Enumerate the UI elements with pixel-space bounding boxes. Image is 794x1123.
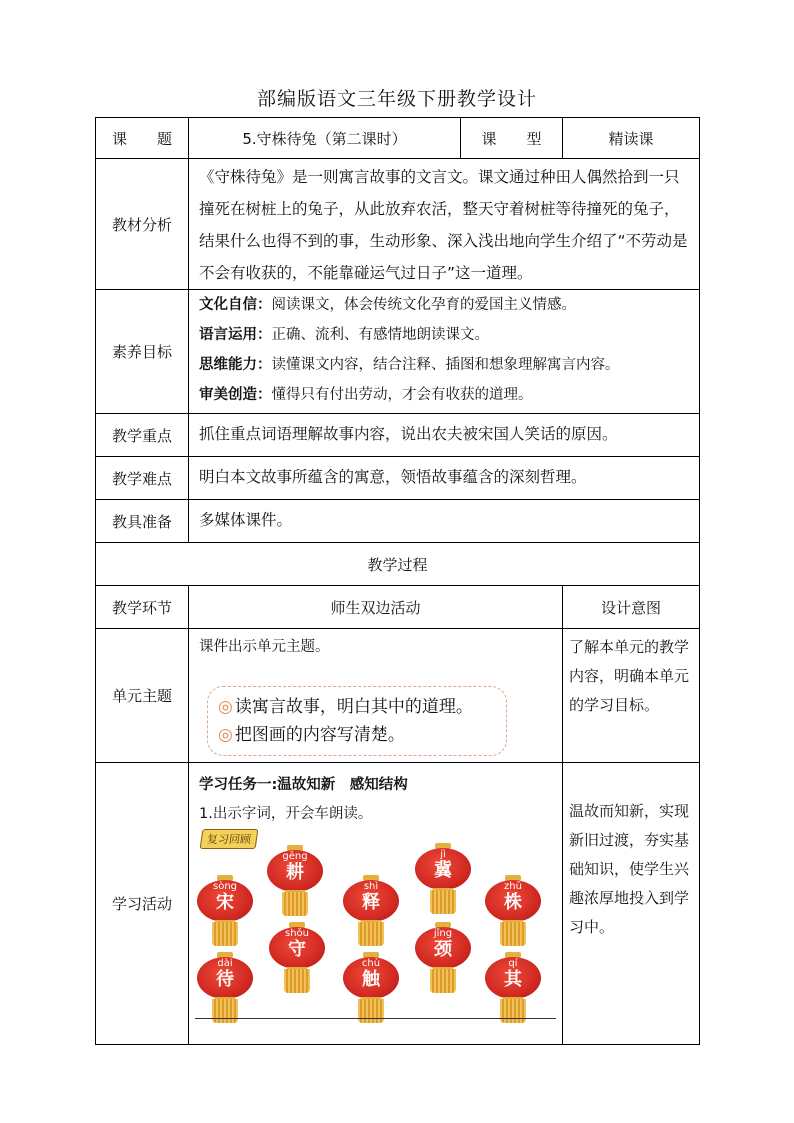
process-title: 教学过程 [96, 543, 700, 586]
stage-header: 教学环节 [96, 586, 189, 629]
lesson-plan-table [95, 117, 700, 1045]
lantern [341, 875, 401, 947]
key-points-text: 抓住重点词语理解故事内容，说出农夫被宋国人笑话的原因。 [189, 414, 700, 457]
lantern-pinyin: jì [440, 849, 446, 860]
lantern-pinyin: shì [363, 881, 379, 892]
lantern-pinyin: dài [217, 958, 233, 969]
lantern-pinyin: sòng [212, 881, 237, 892]
figure-baseline [195, 1018, 556, 1019]
textbook-analysis-label: 教材分析 [96, 159, 189, 290]
lantern [195, 875, 255, 947]
goal-item: 语言运用：正确、流利、有感情地朗读课文。 [199, 327, 489, 343]
lantern-char: 宋 [216, 892, 234, 913]
theme-line: ◎ 把图画的内容写清楚。 [218, 725, 405, 745]
lantern-vocabulary-figure [195, 827, 556, 1021]
unit-theme-intent: 了解本单元的教学内容，明确本单元的学习目标。 [563, 629, 700, 763]
difficult-points-label: 教学难点 [96, 457, 189, 500]
unit-theme-label: 单元主题 [96, 629, 189, 763]
lantern [413, 922, 473, 994]
intent-header: 设计意图 [563, 586, 700, 629]
lantern-pinyin: chù [361, 958, 381, 969]
difficult-points-text: 明白本文故事所蕴含的寓意，领悟故事蕴含的深刻哲理。 [189, 457, 700, 500]
lantern-char: 释 [362, 892, 380, 913]
lantern [267, 922, 327, 994]
circle-bullet-icon: ◎ [218, 725, 233, 745]
topic-label: 课 题 [96, 118, 189, 159]
theme-line: ◎ 读寓言故事，明白其中的道理。 [218, 697, 473, 717]
goal-item: 文化自信：阅读课文，体会传统文化孕育的爱国主义情感。 [199, 297, 576, 313]
unit-theme-content: 课件出示单元主题。 ◎ 读寓言故事，明白其中的道理。 ◎ 把图画的内容写清楚。 [189, 629, 563, 763]
review-badge: 复习回顾 [200, 829, 259, 849]
type-label: 课 型 [461, 118, 563, 159]
activity-header: 师生双边活动 [189, 586, 563, 629]
lantern-pinyin: zhū [504, 881, 522, 892]
lantern-char: 株 [504, 892, 522, 913]
learning-activity-label: 学习活动 [96, 763, 189, 1045]
literacy-goals-list [189, 290, 700, 414]
textbook-analysis-text: 《守株待兔》是一则寓言故事的文言文。课文通过种田人偶然拾到一只撞死在树桩上的兔子，从此放弃农活，整天守着树桩等待撞死的兔子，结果什么也得不到的事，生动形象、深入浅出地向学生介绍了“不劳动是不会有收获的，不能靠碰运气过日子”这一道理。 [189, 159, 700, 290]
lantern [341, 952, 401, 1024]
lantern-char: 耕 [286, 862, 304, 883]
document-title: 部编版语文三年级下册教学设计 [256, 88, 537, 110]
lantern [483, 952, 543, 1024]
lantern-char: 触 [362, 969, 380, 990]
learning-activity-intent: 温故而知新，实现新旧过渡，夯实基础知识，使学生兴趣浓厚地投入到学习中。 [563, 763, 700, 1045]
type-value: 精读课 [563, 118, 700, 159]
unit-theme-box [207, 686, 507, 756]
key-points-label: 教学重点 [96, 414, 189, 457]
materials-text: 多媒体课件。 [189, 500, 700, 543]
lantern [265, 845, 325, 917]
lantern-char: 颈 [434, 939, 452, 960]
literacy-goals-label: 素养目标 [96, 290, 189, 414]
lantern-char: 其 [504, 969, 522, 990]
lantern [195, 952, 255, 1024]
topic-value: 5.守株待兔（第二课时） [189, 118, 461, 159]
lantern [413, 843, 473, 915]
goal-item: 思维能力：读懂课文内容，结合注释、插图和想象理解寓言内容。 [199, 357, 620, 373]
lantern-pinyin: jǐng [433, 928, 453, 939]
lantern-char: 守 [288, 939, 306, 960]
lantern-pinyin: qí [508, 958, 518, 969]
lantern-pinyin: gēng [282, 851, 308, 862]
learning-activity-content: 学习任务一:温故知新 感知结构 1.出示字词，开会车朗读。 复习回顾 gēng 耕 jì 冀 sòng 宋 shì 释 zhū 株 shǒu 守 jǐng 颈 dài 待 chù 触 qí 其 [189, 763, 563, 1045]
goal-item: 审美创造：懂得只有付出劳动，才会有收获的道理。 [199, 387, 533, 403]
lantern-pinyin: shǒu [284, 928, 309, 939]
lantern-char: 待 [216, 969, 234, 990]
materials-label: 教具准备 [96, 500, 189, 543]
circle-bullet-icon: ◎ [218, 697, 233, 717]
lantern [483, 875, 543, 947]
lantern-char: 冀 [434, 860, 452, 881]
